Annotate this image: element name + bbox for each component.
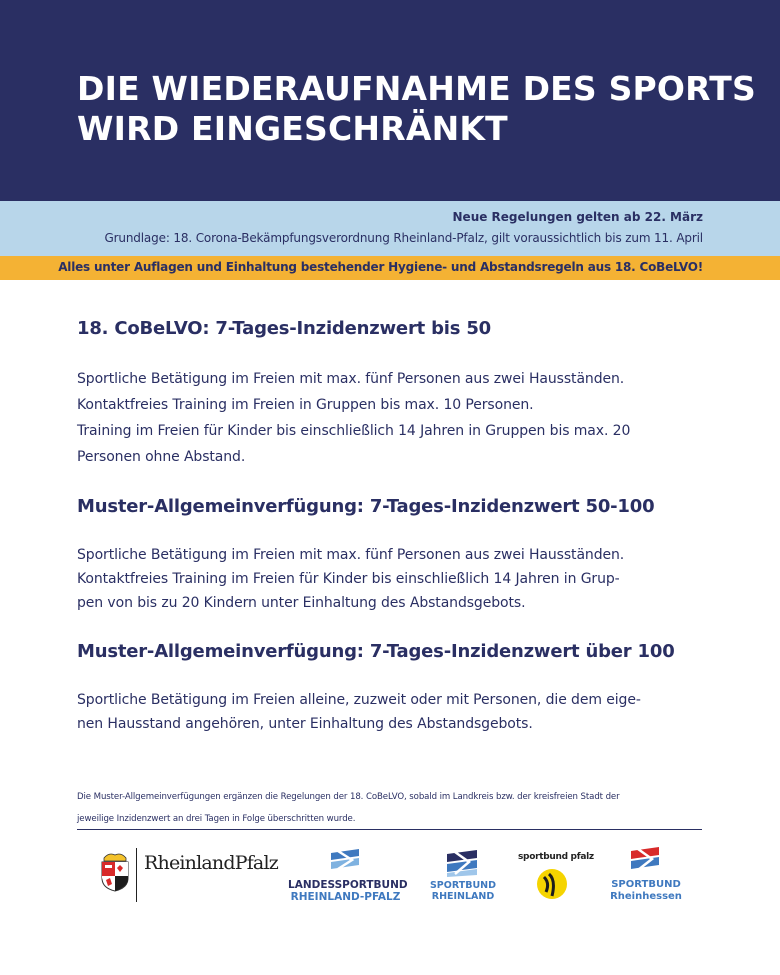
section-2-heading: Muster-Allgemeinverfügung: 7-Tages-Inzidenzwert 50-100 <box>77 496 655 517</box>
section-3-heading: Muster-Allgemeinverfügung: 7-Tages-Inzidenzwert über 100 <box>77 641 675 662</box>
section-2-line: Kontaktfreies Training im Freien für Kinder bis einschließlich 14 Jahren in Grup- <box>77 571 620 587</box>
sportbund-pfalz-wordmark: sportbund pfalz <box>518 852 594 862</box>
landessportbund-line-2: RHEINLAND-PFALZ <box>290 891 401 903</box>
page-title <box>77 69 777 149</box>
section-3-line: nen Hausstand angehören, unter Einhaltung des Abstandsgebots. <box>77 716 533 732</box>
section-1-heading-wrap <box>77 318 717 339</box>
sportbund-rheinland-logo <box>424 848 502 904</box>
section-1-heading: 18. CoBeLVO: 7-Tages-Inzidenzwert bis 50 <box>77 318 491 339</box>
section-1-line: Personen ohne Abstand. <box>77 449 246 465</box>
footnote <box>77 786 717 830</box>
footnote-line-1: Die Muster-Allgemeinverfügungen ergänzen die Regelungen der 18. CoBeLVO, sobald im Landkreis bzw. der kreisfreien Stadt der <box>77 792 620 802</box>
section-2-line: pen von bis zu 20 Kindern unter Einhaltung des Abstandsgebots. <box>77 595 526 611</box>
section-3-line: Sportliche Betätigung im Freien alleine, zuzweit oder mit Personen, die dem eige- <box>77 692 641 708</box>
title-line-1: DIE WIEDERAUFNAHME DES SPORTS <box>77 69 756 108</box>
landessportbund-line-1: LANDESSPORTBUND <box>288 879 408 891</box>
sportbund-rheinhessen-line-2: Rheinhessen <box>610 891 682 902</box>
info-basis: Grundlage: 18. Corona-Bekämpfungsverordnung Rheinland-Pfalz, gilt voraussichtlich bis zum 11. April <box>104 231 703 245</box>
rheinland-pfalz-logo <box>100 848 278 902</box>
sportbund-rheinland-icon <box>443 848 481 878</box>
section-1-line: Kontaktfreies Training im Freien in Gruppen bis max. 10 Personen. <box>77 397 534 413</box>
sportbund-rheinland-line-1: SPORTBUND <box>429 880 497 891</box>
section-1-line: Training im Freien für Kinder bis einschließlich 14 Jahren in Gruppen bis max. 20 <box>77 423 631 439</box>
section-2-heading-wrap <box>77 496 717 517</box>
coat-of-arms-icon <box>100 850 130 892</box>
header-banner <box>0 0 780 201</box>
sportbund-rheinhessen-line-1: SPORTBUND <box>611 879 681 890</box>
sportbund-rheinhessen-logo <box>610 845 682 903</box>
info-headline: Neue Regelungen gelten ab 22. März <box>452 210 703 224</box>
section-2-body <box>77 543 717 615</box>
landessportbund-icon <box>328 845 362 873</box>
section-1-body <box>77 366 717 470</box>
section-3-heading-wrap <box>77 641 717 662</box>
footer-divider <box>77 829 702 830</box>
footnote-line-2: jeweilige Inzidenzwert an drei Tagen in Folge überschritten wurde. <box>77 814 356 824</box>
title-line-2: WIRD EINGESCHRÄNKT <box>77 109 508 148</box>
sportbund-pfalz-ball-icon <box>536 868 568 900</box>
sportbund-pfalz-logo <box>518 852 598 904</box>
notice-text: Alles unter Auflagen und Einhaltung bestehender Hygiene- und Abstandsregeln aus 18. CoBeLVO! <box>58 260 703 274</box>
section-2-line: Sportliche Betätigung im Freien mit max. fünf Personen aus zwei Hausständen. <box>77 547 625 563</box>
rheinland-pfalz-wordmark: RheinlandPfalz <box>144 852 278 874</box>
logo-separator <box>136 848 137 902</box>
section-1-line: Sportliche Betätigung im Freien mit max. fünf Personen aus zwei Hausständen. <box>77 371 625 387</box>
landessportbund-logo <box>288 845 408 905</box>
sportbund-rheinland-line-2: RHEINLAND <box>431 891 495 902</box>
section-3-body <box>77 688 717 736</box>
info-band <box>0 201 780 256</box>
notice-band <box>0 256 780 280</box>
sportbund-rheinhessen-icon <box>628 845 662 875</box>
